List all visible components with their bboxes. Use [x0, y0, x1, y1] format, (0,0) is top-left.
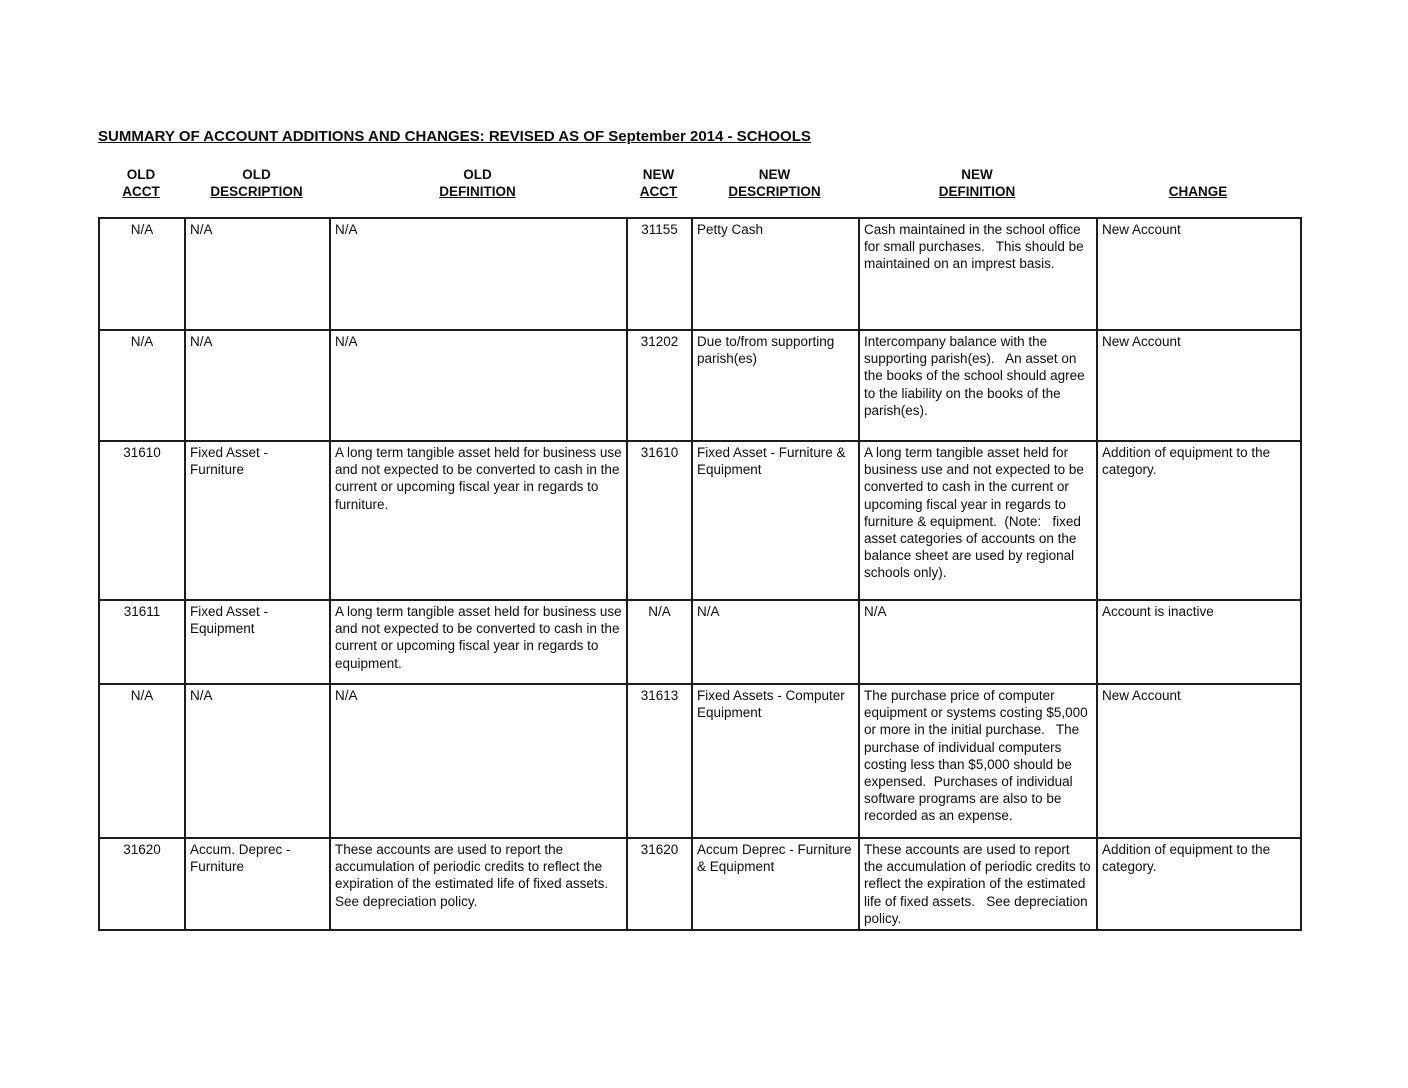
cell-new-definition: Intercompany balance with the supporting parish(es). An asset on the books of the school should agree to the liability on the books of the parish(es). [859, 330, 1097, 441]
cell-old-acct: N/A [99, 218, 185, 330]
cell-old-description: Accum. Deprec - Furniture [185, 838, 330, 930]
cell-new-acct: 31202 [627, 330, 692, 441]
cell-change: New Account [1097, 330, 1301, 441]
cell-old-acct: 31610 [99, 441, 185, 600]
cell-change: Addition of equipment to the category. [1097, 838, 1301, 930]
cell-old-definition: These accounts are used to report the accumulation of periodic credits to reflect the expiration of the estimated life of fixed assets. See depreciation policy. [330, 838, 627, 930]
cell-old-acct: N/A [99, 684, 185, 838]
table-row [99, 684, 1301, 838]
header-old-definition: OLD DEFINITION [439, 167, 516, 199]
cell-old-description: N/A [185, 218, 330, 330]
cell-change: Account is inactive [1097, 600, 1301, 684]
cell-old-description: N/A [185, 684, 330, 838]
cell-new-description: N/A [692, 600, 859, 684]
header-new-acct: NEW ACCT [639, 167, 678, 199]
cell-old-definition: N/A [330, 684, 627, 838]
cell-old-description: Fixed Asset - Equipment [185, 600, 330, 684]
cell-old-description: Fixed Asset - Furniture [185, 441, 330, 600]
cell-new-acct: N/A [627, 600, 692, 684]
cell-old-definition: N/A [330, 330, 627, 441]
cell-new-acct: 31155 [627, 218, 692, 330]
cell-new-description: Due to/from supporting parish(es) [692, 330, 859, 441]
header-new-description: NEW DESCRIPTION [728, 167, 821, 199]
cell-new-definition: Cash maintained in the school office for small purchases. This should be maintained on an imprest basis. [859, 218, 1097, 330]
cell-new-acct: 31613 [627, 684, 692, 838]
cell-old-definition: A long term tangible asset held for business use and not expected to be converted to cash in the current or upcoming fiscal year in regards to furniture. [330, 441, 627, 600]
table-row [99, 441, 1301, 600]
cell-old-definition: N/A [330, 218, 627, 330]
table-row [99, 218, 1301, 330]
cell-new-acct: 31610 [627, 441, 692, 600]
header-new-definition: NEW DEFINITION [938, 167, 1016, 199]
cell-new-definition: These accounts are used to report the accumulation of periodic credits to reflect the expiration of the estimated life of fixed assets. See depreciation policy. [859, 838, 1097, 930]
cell-new-description: Fixed Asset - Furniture & Equipment [692, 441, 859, 600]
table-row [99, 600, 1301, 684]
cell-new-description: Accum Deprec - Furniture & Equipment [692, 838, 859, 930]
cell-new-description: Petty Cash [692, 218, 859, 330]
cell-old-acct: N/A [99, 330, 185, 441]
cell-old-definition: A long term tangible asset held for business use and not expected to be converted to cash in the current or upcoming fiscal year in regards to equipment. [330, 600, 627, 684]
cell-new-definition: N/A [859, 600, 1097, 684]
cell-new-acct: 31620 [627, 838, 692, 930]
cell-change: New Account [1097, 684, 1301, 838]
cell-new-definition: The purchase price of computer equipment or systems costing $5,000 or more in the initial purchase. The purchase of individual computers costing less than $5,000 should be expensed. Purchases of individual software programs are also to be recorded as an expense. [859, 684, 1097, 838]
table-column-headers [98, 166, 1308, 200]
document-page [98, 128, 1308, 931]
table-row [99, 838, 1301, 930]
header-old-description: OLD DESCRIPTION [210, 167, 303, 199]
table-row [99, 330, 1301, 441]
cell-old-acct: 31620 [99, 838, 185, 930]
cell-new-description: Fixed Assets - Computer Equipment [692, 684, 859, 838]
page-title: SUMMARY OF ACCOUNT ADDITIONS AND CHANGES: REVISED AS OF September 2014 - SCHOOLS [98, 128, 811, 145]
cell-change: Addition of equipment to the category. [1097, 441, 1301, 600]
cell-new-definition: A long term tangible asset held for business use and not expected to be converted to cash in the current or upcoming fiscal year in regards to furniture & equipment. (Note: fixed asset categories of accounts on the balance sheet are used by regional schools only). [859, 441, 1097, 600]
header-change: CHANGE [1168, 184, 1228, 199]
header-old-acct: OLD ACCT [122, 167, 160, 199]
cell-old-description: N/A [185, 330, 330, 441]
account-changes-table [98, 217, 1302, 931]
cell-old-acct: 31611 [99, 600, 185, 684]
cell-change: New Account [1097, 218, 1301, 330]
